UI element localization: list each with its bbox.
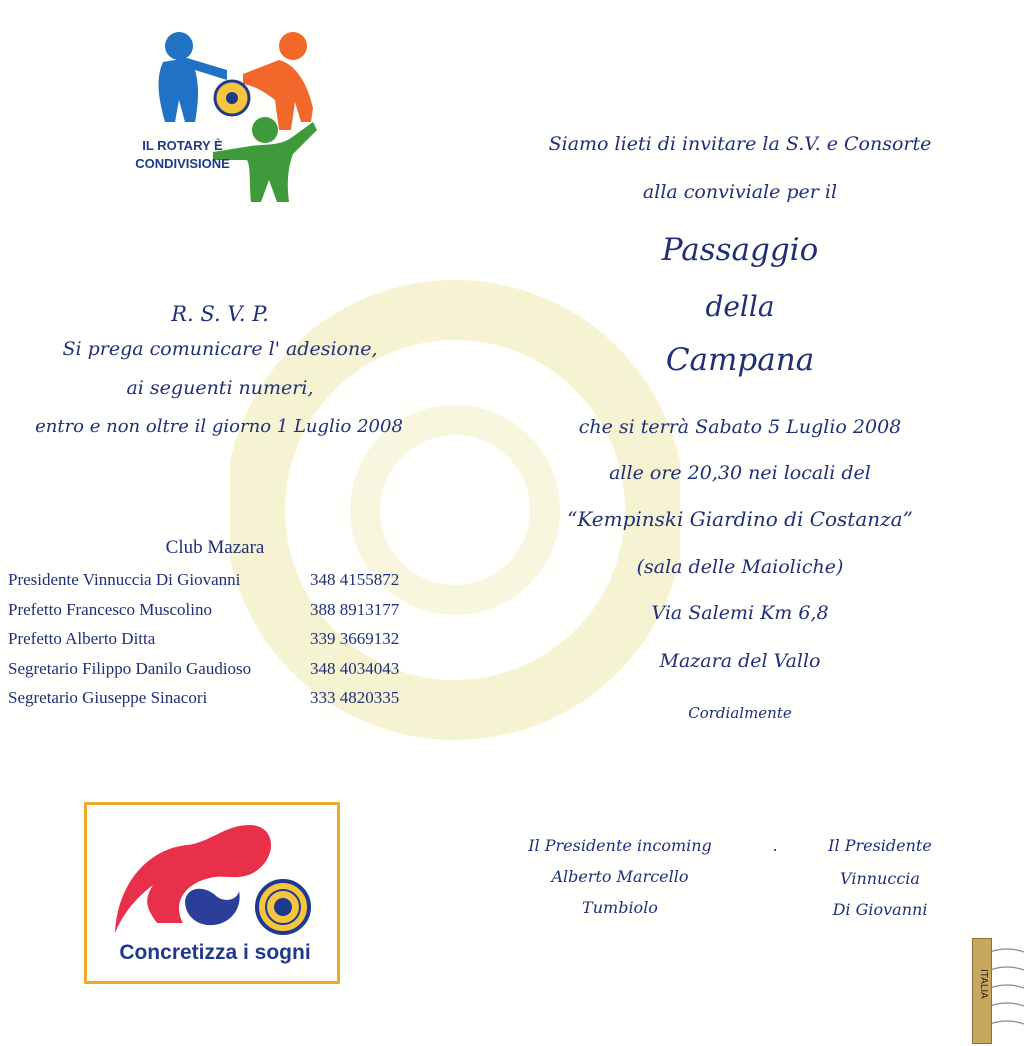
club-title: Club Mazara bbox=[165, 537, 265, 558]
detail-city: Mazara del Vallo bbox=[659, 650, 821, 672]
concretizza-logo bbox=[84, 802, 340, 984]
closing: Cordialmente bbox=[688, 704, 792, 722]
contact-name: Segretario Giuseppe Sinacori bbox=[8, 688, 208, 707]
signature-right-line-1: Il Presidente bbox=[828, 836, 932, 855]
rsvp-line-1: Si prega comunicare l' adesione, bbox=[62, 338, 378, 360]
contact-phone: 348 4155872 bbox=[310, 570, 400, 589]
signature-left-line-1: Il Presidente incoming bbox=[528, 836, 712, 855]
detail-address: Via Salemi Km 6,8 bbox=[651, 602, 829, 624]
contact-name: Segretario Filippo Danilo Gaudioso bbox=[8, 659, 252, 678]
postage-stamp bbox=[972, 938, 992, 1044]
logo-caption-line2: CONDIVISIONE bbox=[135, 156, 230, 171]
contact-name: Prefetto Alberto Ditta bbox=[8, 629, 156, 648]
logo-caption-line1: IL ROTARY È bbox=[142, 138, 223, 153]
signature-left-line-3: Tumbiolo bbox=[582, 898, 658, 917]
rsvp-line-2: ai seguenti numeri, bbox=[126, 377, 314, 399]
stamp-label: ITALIA bbox=[978, 969, 989, 999]
signature-left-line-2: Alberto Marcello bbox=[551, 867, 689, 886]
contact-phone: 339 3669132 bbox=[310, 629, 400, 648]
contact-phone: 333 4820335 bbox=[310, 688, 400, 707]
detail-venue: “Kempinski Giardino di Costanza” bbox=[567, 507, 913, 531]
detail-room: (sala delle Maioliche) bbox=[636, 556, 844, 578]
signature-right-line-3: Di Giovanni bbox=[832, 900, 928, 919]
event-title-line-1: Passaggio bbox=[661, 232, 819, 268]
postmark-lines-icon bbox=[990, 940, 1024, 1040]
detail-time: alle ore 20,30 nei locali del bbox=[609, 462, 871, 484]
detail-date: che si terrà Sabato 5 Luglio 2008 bbox=[578, 416, 902, 438]
signature-separator: . bbox=[772, 836, 778, 855]
invite-line-2: alla conviviale per il bbox=[642, 181, 838, 203]
rsvp-line-3: entro e non oltre il giorno 1 Luglio 2008 bbox=[35, 416, 403, 437]
signature-right-line-2: Vinnuccia bbox=[840, 869, 920, 888]
event-title-line-2: della bbox=[705, 290, 775, 323]
concretizza-caption: Concretizza i sogni bbox=[119, 941, 311, 964]
contact-name: Presidente Vinnuccia Di Giovanni bbox=[8, 570, 241, 589]
contact-name: Prefetto Francesco Muscolino bbox=[8, 600, 212, 619]
contact-phone: 348 4034043 bbox=[310, 659, 400, 678]
invite-line-1: Siamo lieti di invitare la S.V. e Consorte bbox=[548, 133, 932, 155]
rotary-condivisione-logo-icon bbox=[115, 30, 325, 205]
event-title-line-3: Campana bbox=[665, 342, 815, 378]
contact-phone: 388 8913177 bbox=[310, 600, 400, 619]
rsvp-title: R. S. V. P. bbox=[171, 302, 269, 326]
logo-caption bbox=[115, 137, 250, 173]
